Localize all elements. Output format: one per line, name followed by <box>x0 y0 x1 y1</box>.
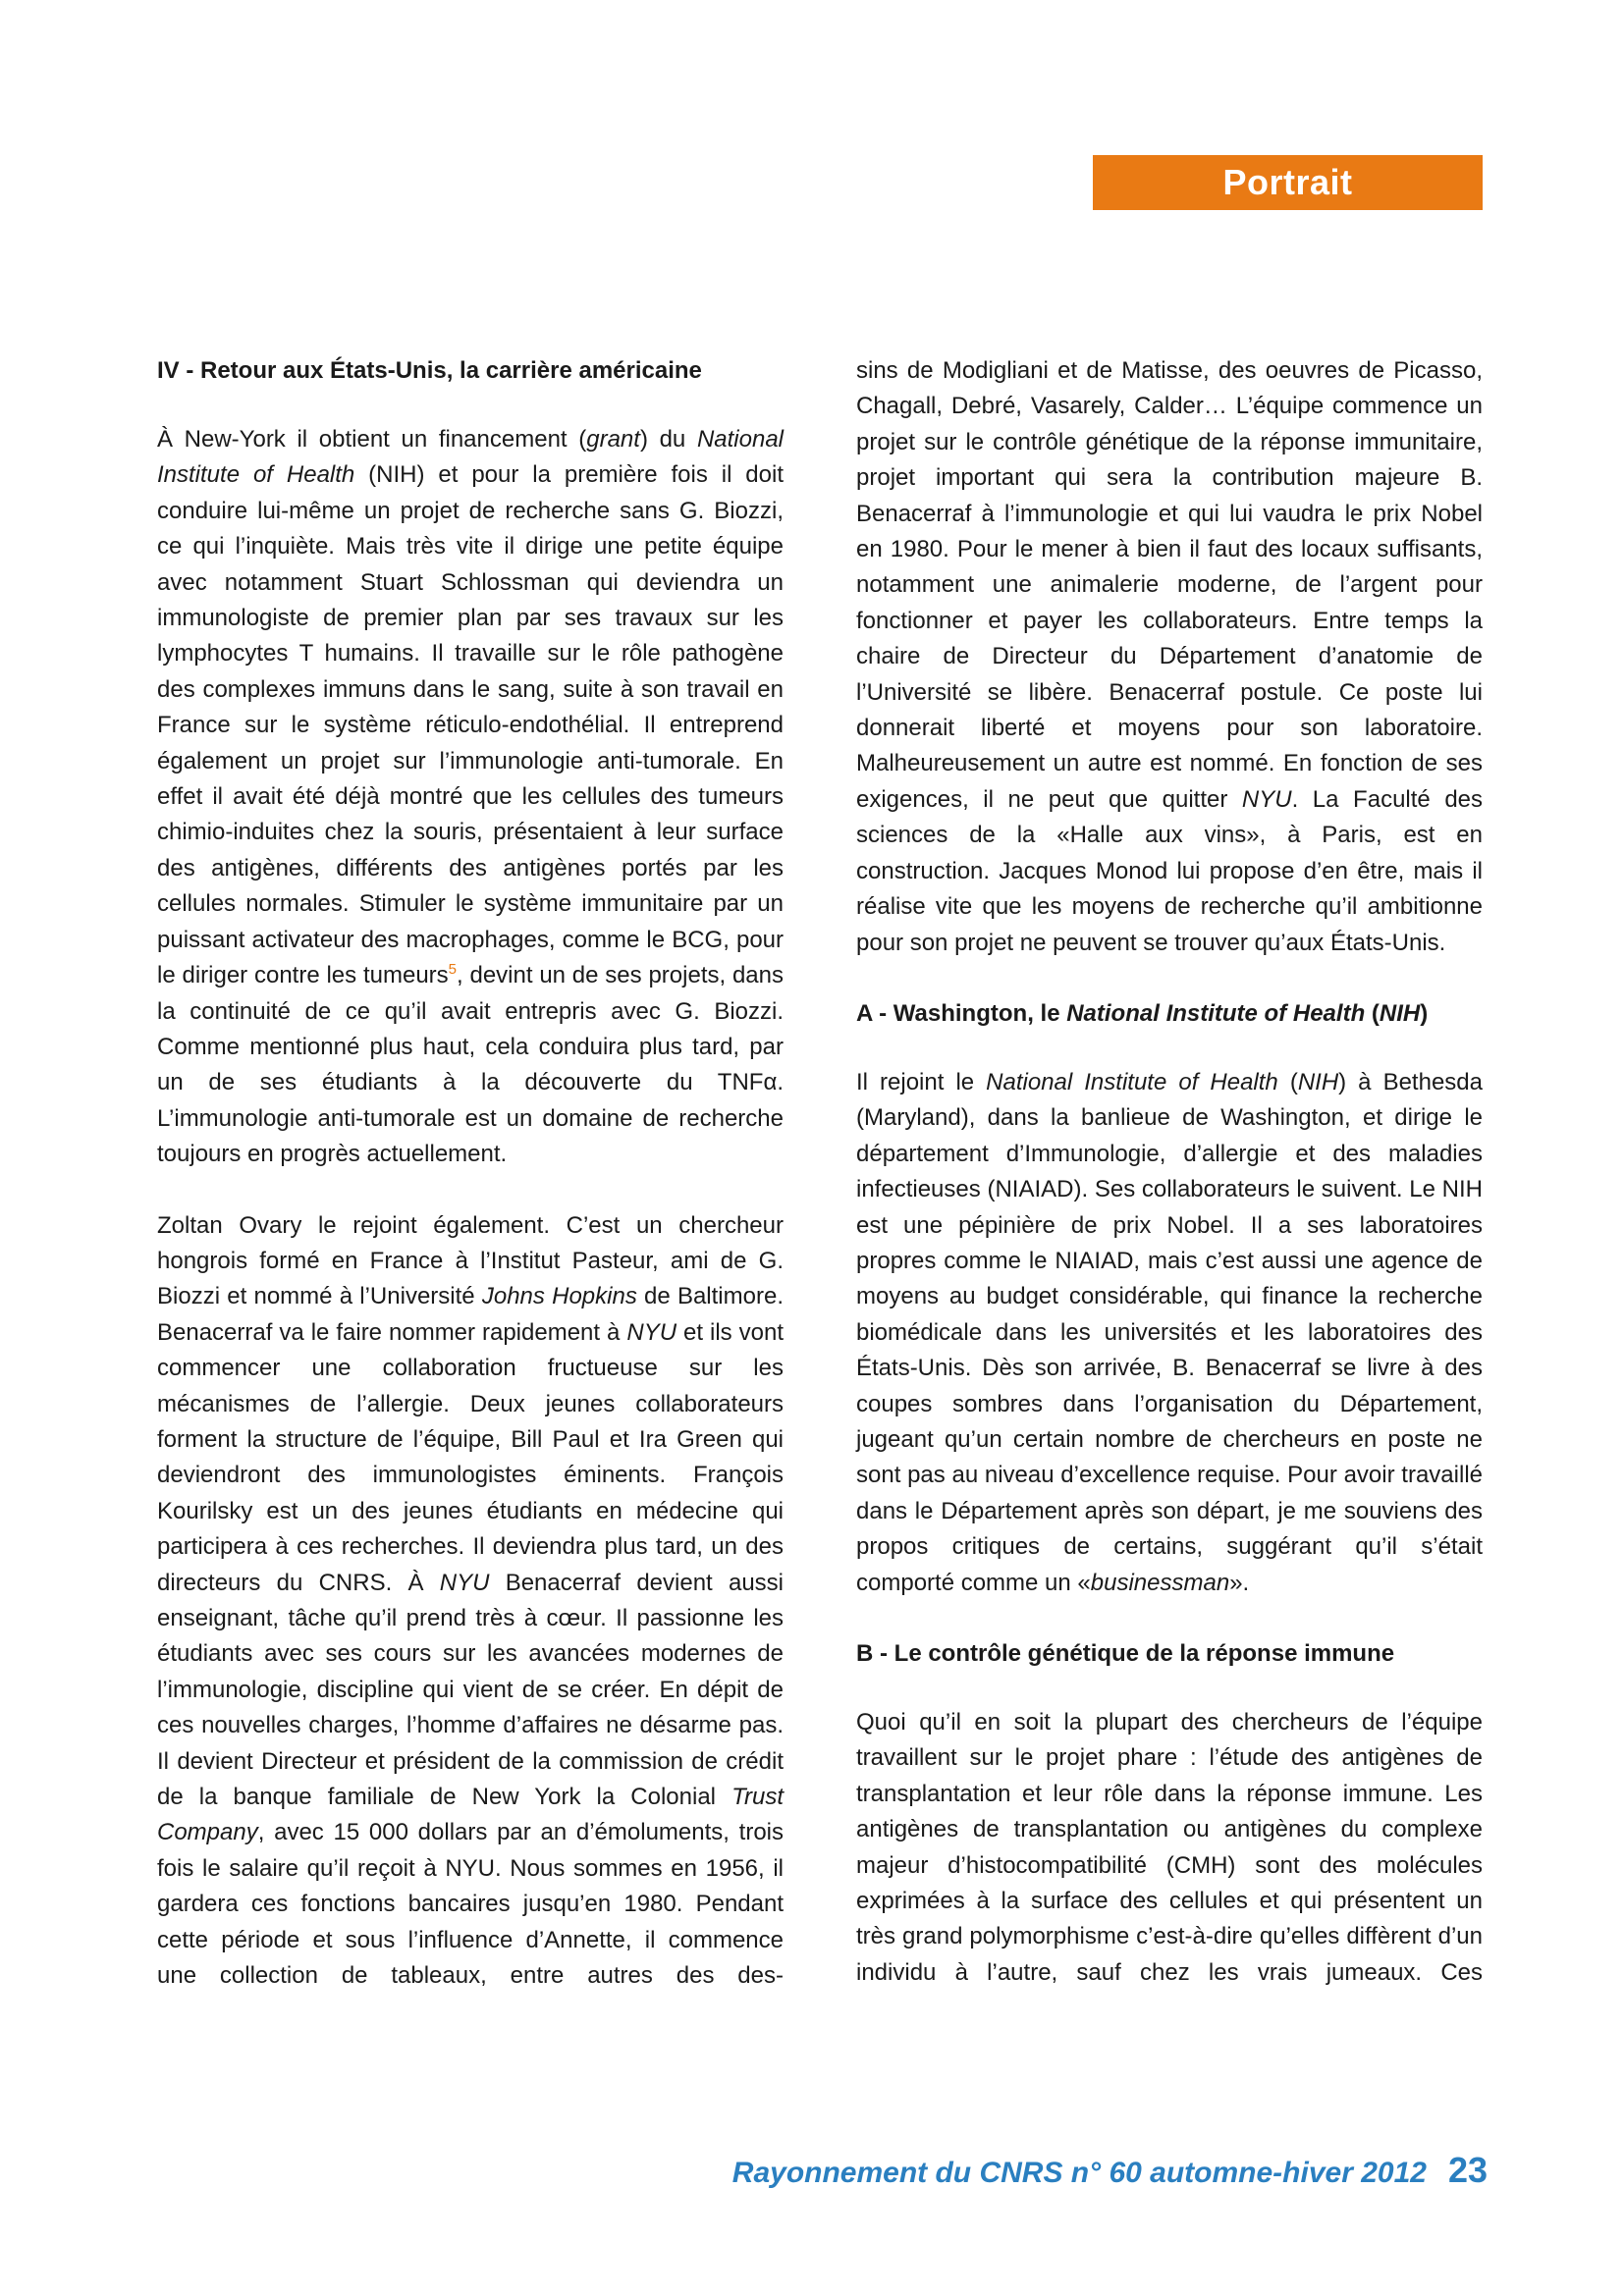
right-column <box>856 353 1483 1991</box>
paragraph-antigenes: Quoi qu’il en soit la plupart des chercheurs de l’équipe travaillent sur le projet phare : l’étude des antigènes de transplantation et leur rôle dans la réponse immune. Les antigènes de transplantation ou antigènes du complexe majeur d’histocompatibilité (CMH) sont des molécules exprimées à la surface des cellules et qui présentent un très grand polymorphisme c’est-à-dire qu’elles diffèrent d’un individu à l’autre, sauf chez les vrais jumeaux. Ces <box>856 1709 1483 1986</box>
paragraph-zoltan-ovary: Zoltan Ovary le rejoint également. C’est un chercheur hongrois formé en France à l’Institut Pasteur, ami de G. Biozzi et nommé à l’Université Johns Hopkins de Baltimore. Benacerraf va le faire nommer rapidement à NYU et ils vont commencer une collaboration fructueuse sur les mécanismes de l’allergie. Deux jeunes collaborateurs forment la structure de l’équipe, Bill Paul et Ira Green qui deviendront des immunologistes éminents. François Kourilsky est un des jeunes étudiants en médecine qui participera à ces recherches. Il deviendra plus tard, un des directeurs du CNRS. À NYU Benacerraf devient aussi enseignant, tâche qu’il prend très à cœur. Il passionne les étudiants avec ses cours sur les avancées modernes de l’immunologie, discipline qui vient de se créer. En dépit de ces nouvelles charges, l’homme d’affaires ne désarme pas. Il devient Directeur et président de la commission de crédit de la banque familiale de New York la Colonial Trust Company, avec 15 000 dollars par an d’émoluments, trois fois le salaire qu’il reçoit à NYU. Nous sommes en 1956, il gardera ces fonctions bancaires jusqu’en 1980. Pendant cette période et sous l’influence d’Annette, il commence une collection de tableaux, entre autres des des- <box>157 1211 785 1990</box>
section-heading-b: B - Le contrôle génétique de la réponse immune <box>856 1640 1395 1667</box>
footnote-ref: 5 <box>448 961 457 979</box>
section-tag-portrait: Portrait <box>1093 155 1483 210</box>
paragraph-nih: Il rejoint le National Institute of Health (NIH) à Bethesda (Maryland), dans la banlieue de Washington, et dirige le département d’Immunologie, d’allergie et des maladies infectieuses (NIAIAD). Ses collaborateurs le suivent. Le NIH est une pépinière de prix Nobel. Il a ses laboratoires propres comme le NIAIAD, mais c’est aussi une agence de moyens au budget considérable, qui finance la recherche biomédicale dans les universités et les laboratoires des États-Unis. Dès son arrivée, B. Benacerraf se livre à des coupes sombres dans l’organisation du Département, jugeant qu’un certain nombre de chercheurs en poste ne sont pas au niveau d’excellence requise. Pour avoir travaillé dans le Département après son départ, je me souviens des propos critiques de certains, suggérant qu’il s’était comporté comme un «businessman». <box>856 1068 1483 1596</box>
section-heading-a: A - Washington, le National Institute of Health (NIH) <box>856 999 1429 1027</box>
page-footer <box>727 2150 1488 2199</box>
paragraph-modigliani: sins de Modigliani et de Matisse, des oeuvres de Picasso, Chagall, Debré, Vasarely, Calder… L’équipe commence un projet sur le contrôle génétique de la réponse immunitaire, projet important qui sera la contribution majeure B. Benacerraf à l’immunologie et qui lui vaudra le prix Nobel en 1980. Pour le mener à bien il faut des locaux suffisants, notamment une animalerie moderne, de l’argent pour fonctionner et payer les collaborateurs. Entre temps la chaire de Directeur du Département d’anatomie de l’Université se libère. Benacerraf postule. Ce poste lui donnerait liberté et moyens pour son laboratoire. Malheureusement un autre est nommé. En fonction de ses exigences, il ne peut que quitter NYU. La Faculté des sciences de la «Halle aux vins», à Paris, est en construction. Jacques Monod lui propose d’en être, mais il réalise vite que les moyens de recherche qu’il ambitionne pour son projet ne peuvent se trouver qu’aux États-Unis. <box>856 357 1484 956</box>
left-column <box>157 353 784 1994</box>
page-number: 23 <box>1447 2150 1488 2190</box>
section-heading-iv: IV - Retour aux États-Unis, la carrière américaine <box>157 357 702 384</box>
paragraph-new-york: À New-York il obtient un financement (grant) du National Institute of Health (NIH) et pour la première fois il doit conduire lui-même un projet de recherche sans G. Biozzi, ce qui l’inquiète. Mais très vite il dirige une petite équipe avec notamment Stuart Schlossman qui deviendra un immunologiste de premier plan par ses travaux sur les lymphocytes T humains. Il travaille sur le rôle pathogène des complexes immuns dans le sang, suite à son travail en France sur le système réticulo-endothélial. Il entreprend également un projet sur l’immunologie anti-tumorale. En effet il avait été déjà montré que les cellules des tumeurs chimio-induites chez la souris, présentaient à leur surface des antigènes, différents des antigènes portés par les cellules normales. Stimuler le système immunitaire par un puissant activateur des macrophages, comme le BCG, pour le diriger contre les tumeurs$^5$, devint un de ses projets, dans la continuité de ce qu’il avait entrepris avec G. Biozzi. Comme mentionné plus haut, cela conduira plus tard, par un de ses étudiants à la découverte du TNFα. L’immunologie anti-tumorale est un domaine de recherche toujours en progrès actuellement. <box>157 426 784 1168</box>
journal-citation: Rayonnement du CNRS n° 60 automne-hiver 2012 <box>731 2157 1427 2189</box>
